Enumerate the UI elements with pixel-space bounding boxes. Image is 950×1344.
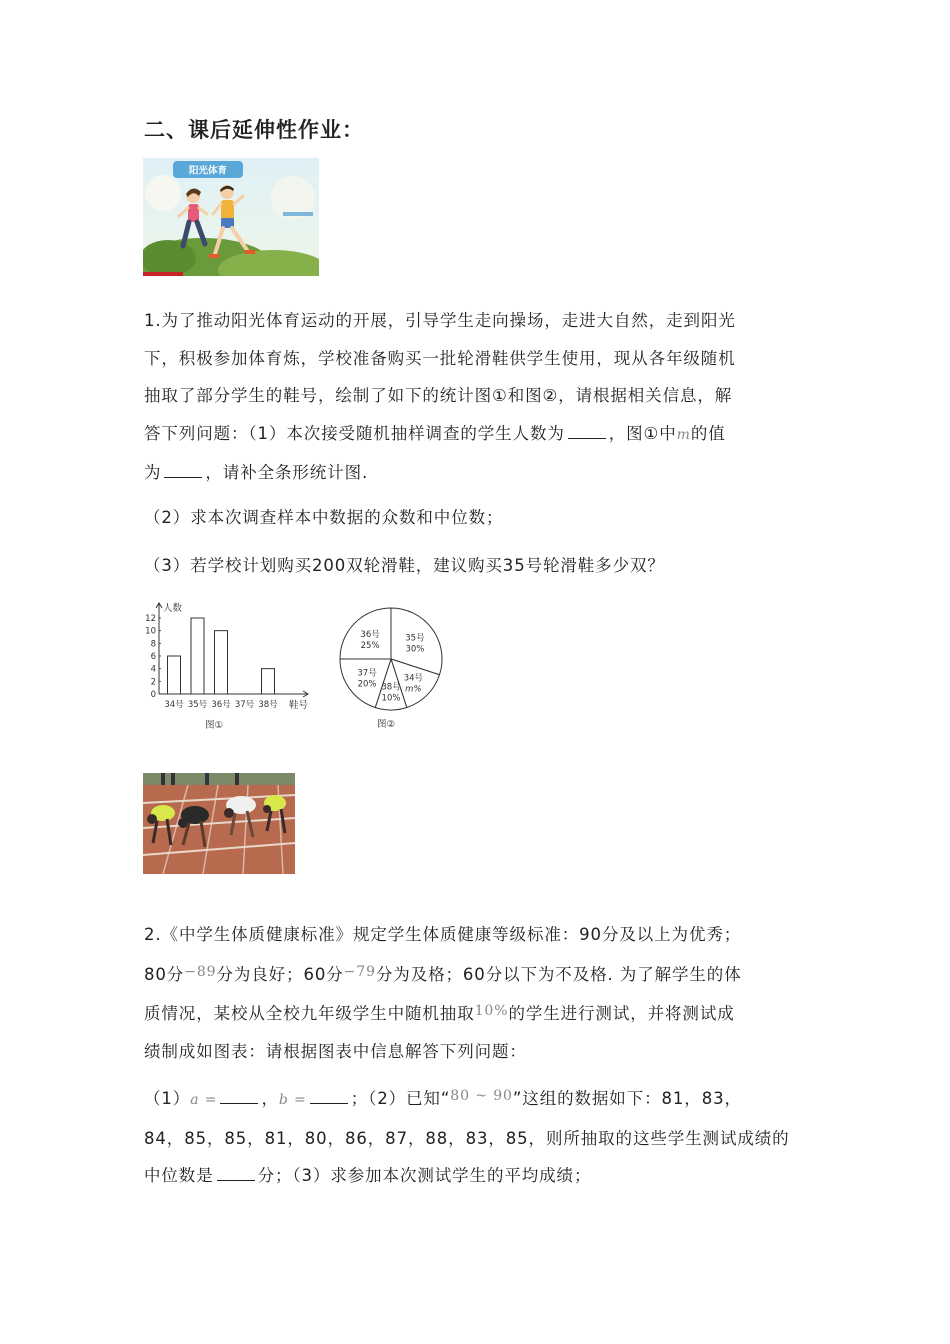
- variable-m: m: [676, 426, 691, 443]
- pie-caption: 图②: [377, 719, 396, 730]
- bar-ylabel: 人数: [163, 603, 183, 614]
- bar-xtick-label: 34号: [164, 700, 184, 710]
- q1-line-5-part-a: 为: [144, 463, 162, 482]
- q1-line-4-part-c: 的值: [690, 423, 726, 443]
- bar-ytick-label: 12: [145, 614, 156, 624]
- q2-line-5-part-b: ；（2）已知“: [350, 1089, 451, 1108]
- q2-line-6: 84，85，85，81，80，86，87，88，83，85，则所抽取的这些学生测试成绩的: [144, 1128, 790, 1148]
- q2-line-2-part-a: 80分: [144, 964, 185, 984]
- q2-line-2-part-c: 分为及格；60分以下为不及格. 为了解学生的体: [375, 964, 742, 984]
- q1-line-4: [144, 415, 814, 455]
- variable-b: b =: [278, 1092, 307, 1108]
- sample-percent: 10%: [474, 1003, 509, 1019]
- q1-line-5-part-b: ，请补全条形统计图.: [205, 463, 369, 482]
- question-1: [144, 302, 814, 492]
- answer-blank-median[interactable]: [217, 1166, 255, 1181]
- q2-line-5: [144, 1078, 814, 1120]
- bar-ytick-label: 8: [150, 639, 156, 650]
- q1-part-2: （2）求本次调查样本中数据的众数和中位数；: [144, 508, 504, 527]
- q1-line-3: 抽取了部分学生的鞋号，绘制了如下的统计图①和图②，请根据相关信息，解: [144, 386, 733, 405]
- pie-label: 37号: [357, 668, 377, 679]
- answer-blank-sample-size[interactable]: [568, 424, 606, 439]
- q2-line-3-part-a: 质情况，某校从全校九年级学生中随机抽取: [144, 1004, 475, 1023]
- pie-percent-label: 30%: [405, 644, 425, 655]
- bar-xtick-label: 37号: [234, 700, 255, 710]
- q2-line-1: 2.《中学生体质健康标准》规定学生体质健康等级标准：90分及以上为优秀；: [144, 925, 742, 944]
- pie-percent-label: m%: [405, 684, 422, 695]
- answer-blank-b[interactable]: [310, 1089, 348, 1104]
- q2-line-5-part-c: ”这组的数据如下：81，83，: [512, 1089, 742, 1108]
- bar-36号: [215, 631, 228, 694]
- bar-xtick-label: 35号: [187, 700, 208, 710]
- pie-percent-label: 25%: [360, 641, 380, 652]
- pie-label: 34号: [403, 673, 424, 684]
- pie-chart: [335, 603, 450, 733]
- sunshine-sports-illustration: [143, 158, 319, 276]
- bar-xtick-label: 38号: [258, 700, 278, 710]
- q2-line-3: [144, 993, 814, 1033]
- question-2: [144, 916, 814, 1070]
- question-2-parts: [144, 1078, 814, 1195]
- range-80-90: 80 ~ 90: [450, 1088, 513, 1104]
- q1-line-4-part-a: 答下列问题：（1）本次接受随机抽样调查的学生人数为: [144, 423, 565, 443]
- bar-ytick-label: 4: [150, 664, 156, 675]
- q2-line-4: 绩制成如图表：请根据图表中信息解答下列问题：: [144, 1041, 527, 1061]
- q2-line-5-comma: ，: [261, 1089, 279, 1108]
- q2-line-3-part-b: 的学生进行测试，并将测试成: [508, 1004, 735, 1023]
- answer-blank-a[interactable]: [220, 1089, 258, 1104]
- bar-ytick-label: 10: [145, 626, 156, 637]
- q2-line-2: [144, 954, 814, 994]
- pie-percent-label: 10%: [381, 693, 401, 704]
- bar-34号: [168, 656, 181, 694]
- q1-line-4-part-b: ，图①中: [608, 423, 677, 443]
- range-60-79: −79: [343, 963, 376, 980]
- bar-ytick-label: 6: [150, 652, 156, 662]
- bar-35号: [191, 618, 204, 694]
- bar-chart: [143, 598, 318, 733]
- section-title: 二、课后延伸性作业：: [144, 118, 364, 142]
- bar-xtick-label: 36号: [211, 700, 231, 710]
- q1-line-5: [144, 454, 814, 492]
- track-race-photo: [143, 773, 295, 874]
- q2-line-7-part-b: 分；（3）求参加本次测试学生的平均成绩；: [257, 1166, 592, 1185]
- q2-line-2-part-b: 分为良好；60分: [216, 964, 344, 984]
- bar-38号: [262, 669, 275, 694]
- answer-blank-m-value[interactable]: [164, 463, 202, 478]
- bar-caption: 图①: [205, 720, 224, 731]
- bar-ytick-label: 2: [150, 677, 156, 688]
- banner-text: 阳光体育: [188, 165, 228, 177]
- q2-line-7: [144, 1157, 814, 1195]
- pie-label: 35号: [405, 633, 425, 644]
- pie-percent-label: 20%: [357, 679, 377, 690]
- pie-label: 38号: [381, 682, 401, 693]
- pie-label: 36号: [360, 630, 380, 641]
- q2-line-7-part-a: 中位数是: [144, 1166, 214, 1185]
- range-80-89: −89: [184, 963, 217, 980]
- q1-line-1: 1.为了推动阳光体育运动的开展，引导学生走向操场，走进大自然，走到阳光: [144, 311, 736, 330]
- q1-part-3: （3）若学校计划购买200双轮滑鞋，建议购买35号轮滑鞋多少双？: [144, 556, 665, 575]
- q2-line-5-part-a: （1）: [144, 1089, 191, 1108]
- bar-ytick-label: 0: [150, 690, 156, 700]
- variable-a: a =: [190, 1092, 218, 1108]
- bar-xlabel: 鞋号: [289, 700, 309, 711]
- q1-line-2: 下，积极参加体育炼，学校准备购买一批轮滑鞋供学生使用，现从各年级随机: [144, 348, 736, 368]
